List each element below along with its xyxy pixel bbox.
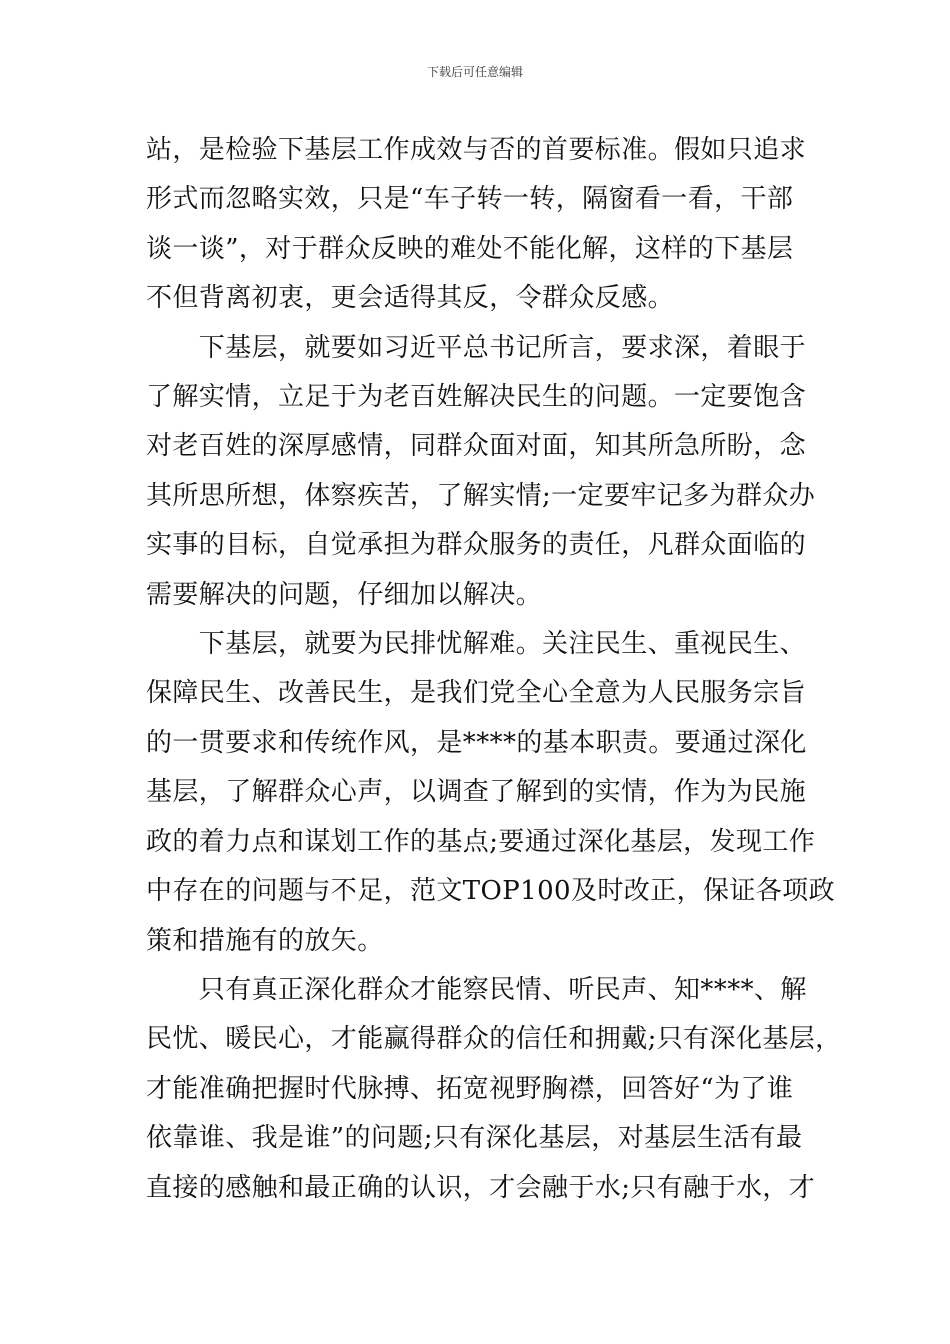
- paragraph-2: [146, 324, 816, 620]
- paragraph-4: [146, 966, 842, 1213]
- text-line: 政的着力点和谋划工作的基点;要通过深化基层，发现工作: [146, 826, 816, 857]
- page-header-note: 下载后可任意编辑: [426, 65, 523, 79]
- text-line: 的一贯要求和传统作风，是****的基本职责。要通过深化: [146, 727, 807, 758]
- document-body: [146, 126, 842, 1213]
- text-line: 谈一谈”，对于群众反映的难处不能化解，这样的下基层: [146, 233, 794, 264]
- text-line: 策和措施有的放矢。: [146, 925, 384, 956]
- text-line: 只有真正深化群众才能察民情、听民声、知****、解: [146, 974, 807, 1005]
- text-line: 站，是检验下基层工作成效与否的首要标准。假如只追求: [146, 135, 807, 165]
- text-line: 形式而忽略实效，只是“车子转一转，隔窗看一看，干部: [146, 184, 794, 215]
- text-line: 了解实情，立足于为老百姓解决民生的问题。一定要饱含: [146, 382, 807, 413]
- text-line: 需要解决的问题，仔细加以解决。: [146, 579, 543, 610]
- paragraph-1: [146, 126, 806, 324]
- text-line: 保障民生、改善民生，是我们党全心全意为人民服务宗旨: [146, 678, 807, 709]
- text-line: 对老百姓的深厚感情，同群众面对面，知其所急所盼，念: [146, 431, 807, 462]
- text-line: 其所思所想，体察疾苦，了解实情;一定要牢记多为群众办: [146, 480, 816, 511]
- text-line: 下基层，就要如习近平总书记所言，要求深，着眼于: [146, 332, 807, 363]
- text-line: 中存在的问题与不足，范文TOP100及时改正，保证各项政: [146, 876, 835, 907]
- text-line: 才能准确把握时代脉搏、拓宽视野胸襟，回答好“为了谁: [146, 1073, 794, 1104]
- text-line: 直接的感触和最正确的认识，才会融于水;只有融于水，才: [146, 1172, 816, 1203]
- text-line: 依靠谁、我是谁”的问题;只有深化基层，对基层生活有最: [146, 1123, 803, 1154]
- text-line: 下基层，就要为民排忧解难。关注民生、重视民生、: [146, 629, 807, 660]
- paragraph-3: [146, 620, 835, 966]
- text-line: 不但背离初衷，更会适得其反，令群众反感。: [146, 283, 675, 314]
- text-line: 民忧、暖民心，才能赢得群众的信任和拥戴;只有深化基层，: [146, 1024, 842, 1055]
- text-line: 实事的目标，自觉承担为群众服务的责任，凡群众面临的: [146, 530, 807, 561]
- text-line: 基层，了解群众心声，以调查了解到的实情，作为为民施: [146, 777, 807, 808]
